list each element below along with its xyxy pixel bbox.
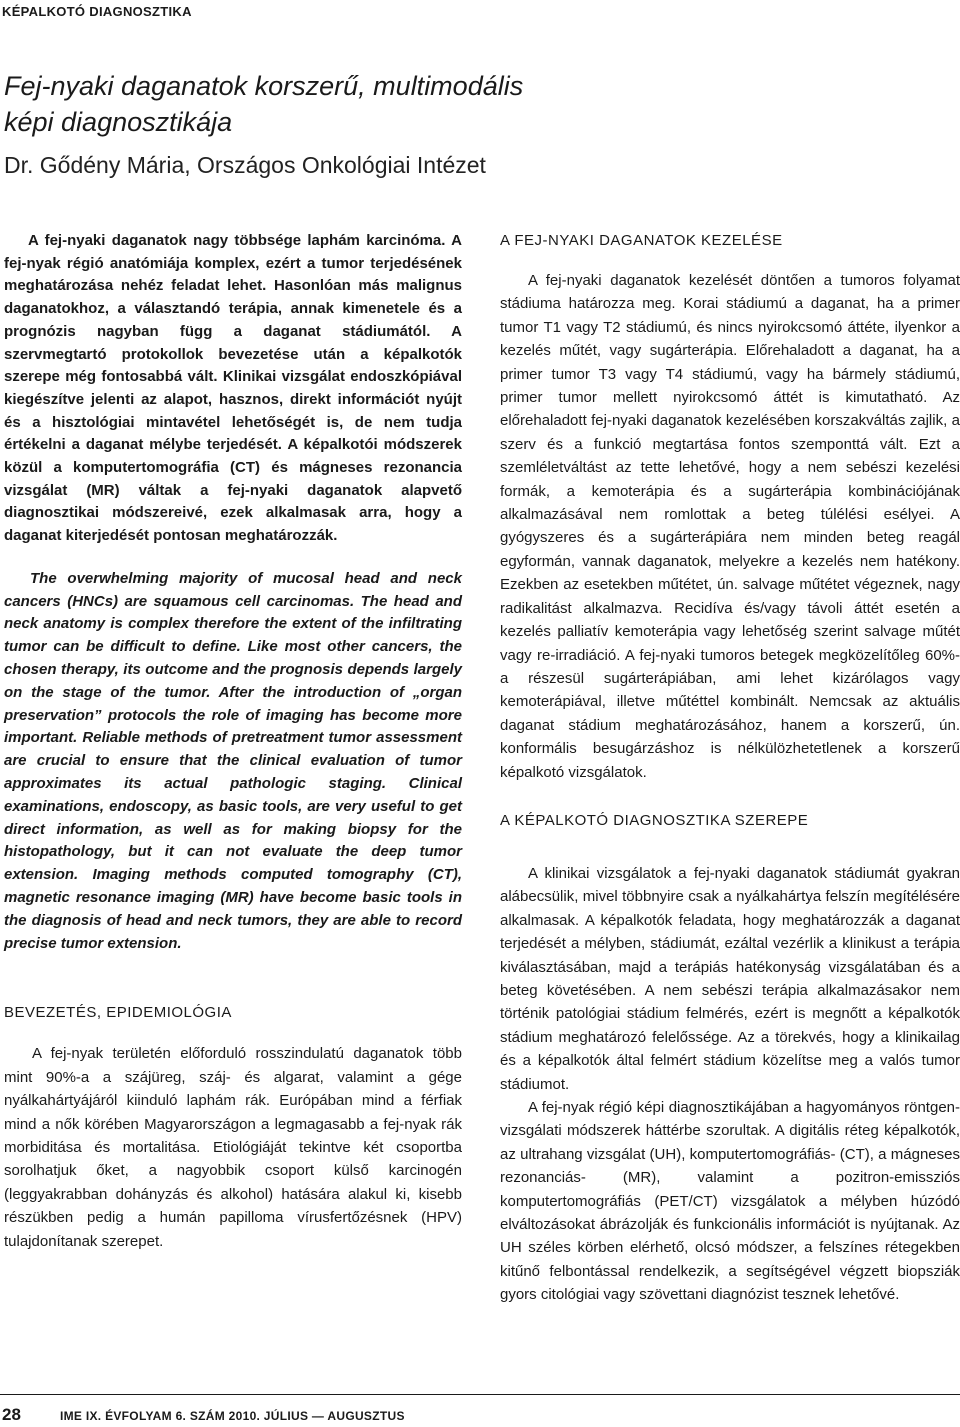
page-number: 28: [2, 1405, 21, 1424]
intro-paragraph: A fej-nyak területén előforduló rosszindulatú daganatok több mint 90%-a a szájüreg, száj- és algarat, valamint a gége nyálkahártyájáról kiinduló laphám rák. Európában mind a férfiak mind a nők körében Magyarországon a legmagasabb a fej-nyak rák morbiditása és mortalitása. Etiológiáját tekintve két csoportba sorolhatjuk őket, a nagyobbik csoport külső karcinogén (leggyakrabban dohányzás és alkohol) hatására alakul ki, kisebb részükben pedig a humán papilloma vírusfertőzésnek (HPV) tulajdonítanak szerepet.: [4, 1045, 462, 1250]
section-heading-intro: BEVEZETÉS, EPIDEMIOLÓGIA: [4, 1004, 232, 1022]
treatment-paragraph: A fej-nyaki daganatok kezelését döntően a tumoros folyamat stádiuma határozza meg. Korai stádiumú a daganat, ha a primer tumor T1 vagy T2 stádiumú, és nincs nyirokcsomó áttéte, ilyenkor a kezelés műtét, vagy sugárterápia. Előrehaladott a daganat, ha a primer tumor T3 vagy T4 stádiumú, vagy ha bármely stádiumú, primer tumor mellett nyirokcsomó áttét is kimutatható. Az előrehaladott fej-nyaki daganatok kezelésében korszakváltás zajlik, a szerv és a funkció megtartása fontos szemponttá vált. Ezt a szemléletváltást az tette lehetővé, hogy a nem sebészi kezelési formák, a kemoterápia és a sugárterápia kombinációjának alkalmazásával nem romlottak a beteg túlélési esélyei. A gyógyszeres és a sugárterápiára nem minden beteg reagál egyformán, vannak daganatok, melyekre a kezelés nem hatékony. Ezekben az esetekben műtétet, ún. salvage műtétet végeznek, nagy radikalitást alkalmazva. Recidíva és/vagy távoli áttét esetén a kezelés palliatív kemoterápia vagy lehetőség szerint salvage műtét vagy re-irradiáció. A fej-nyaki tumoros betegek megközelítőleg 60%-a részesül sugárterápiában, ami lehet kizárólagos vagy kemoterápiával, illetve műtéttel kombinált. Nemcsak az aktuális daganat stádium meghatározásához, hanem a korszerű, ún. konformális besugárzáshoz is nélkülözhetetlenek a korszerű képalkotó vizsgálatok.: [500, 272, 960, 781]
right-column: [500, 230, 960, 1307]
section-heading-treatment: A FEJ-NYAKI DAGANATOK KEZELÉSE: [500, 232, 783, 249]
journal-reference: IME IX. ÉVFOLYAM 6. SZÁM 2010. JÚLIUS — AUGUSZTUS: [60, 1409, 405, 1423]
abstract-hungarian: A fej-nyaki daganatok nagy többsége laphám karcinóma. A fej-nyak régió anatómiája komplex, ezért a tumor terjedésének meghatározása nehéz feladat lehet. Hasonlóan más malignus daganatokhoz, a választandó terápia, annak kimenetele és a prognózis nagyban függ a daganat stádiumától. A szervmegtartó protokollok bevezetése után a képalkotók szerepe még fontosabbá vált. Klinikai vizsgálat endoszkópiával kiegészítve jelenti az alapot, hasznos, direkt információt nyújt és a hisztológiai mintavétel lehetőségét is, de nem tudja értékelni a daganat mélybe terjedését. A képalkotói módszerek közül a komputertomográfia (CT) és mágneses rezonancia vizsgálat (MR) váltak a fej-nyaki daganatok alapvető diagnosztikai módszereivé, ezek alkalmasak arra, hogy a daganat kiterjedését pontosan meghatározzák.: [4, 232, 462, 545]
title-line-2: képi diagnosztikája: [4, 107, 233, 137]
article-title: [4, 68, 704, 140]
left-column: [4, 230, 462, 1253]
imaging-paragraph-1: A klinikai vizsgálatok a fej-nyaki daganatok stádiumát gyakran alábecsülik, mivel többnyire csak a nyálkahártya felszín megítélésére alkalmasak. A képalkotók feladata, hogy meghatározzák a daganat terjedését a mélyben, stádiumát, ezáltal vezérlik a klinikust a terápia kiválasztásában, majd a terápiás hatékonyság vizsgálatában és a beteg követésében. A nem sebészi terápia alkalmazásakor nem történik patológiai stádium felmérés, ezért is megnőtt a képalkotók stádium meghatározó felelőssége. Az a törekvés, hogy a klinikailag és a képalkotók által felmért stádium közelítse meg a valós tumor stádiumot.: [500, 864, 960, 1093]
section-label: KÉPALKOTÓ DIAGNOSZTIKA: [2, 4, 192, 19]
article-author: Dr. Gődény Mária, Országos Onkológiai Intézet: [4, 152, 486, 178]
section-heading-imaging: A KÉPALKOTÓ DIAGNOSZTIKA SZEREPE: [500, 811, 809, 829]
imaging-paragraph-2: A fej-nyak régió képi diagnosztikájában a hagyományos röntgen-vizsgálati módszerek háttérbe szorultak. A digitális réteg képalkotók, az ultrahang vizsgálat (UH), komputertomográfiás- (CT), a mágneses rezonanciás- (MR), valamint a pozitron-emissziós komputertomográfiás (PET/CT) vizsgálatok a mélyben húzódó elváltozásokat ábrázolják és funkcionális információt is nyújtanak. Az UH széles körben elérhető, olcsó módszer, a felszínes rétegekben kitűnő felbontással rendelkezik, a segítségével végzett biopsziák gyors citológiai vagy szövettani diagnózist tesznek lehetővé.: [500, 1099, 960, 1304]
footer-rule: [0, 1394, 960, 1395]
abstract-english: The overwhelming majority of mucosal head and neck cancers (HNCs) are squamous cell carcinomas. The head and neck anatomy is complex therefore the extent of the infiltrating tumor can be difficult to define. Like most other cancers, the chosen therapy, its outcome and the prognosis depends largely on the stage of the tumor. After the introduction of „organ preservation” protocols the role of imaging has become more important. Reliable methods of pretreatment tumor assessment are crucial to ensure that the clinical evaluation of tumor approximates its actual pathologic staging. Clinical examinations, endoscopy, as basic tools, are very useful to get direct information, as well as for making biopsy for the histopathology, but it can not evaluate the deep tumor extension. Imaging methods computed tomography (CT), magnetic resonance imaging (MR) have become basic tools in the diagnosis of head and neck tumors, they are able to record precise tumor extension.: [4, 569, 462, 952]
title-line-1: Fej-nyaki daganatok korszerű, multimodális: [4, 71, 524, 101]
